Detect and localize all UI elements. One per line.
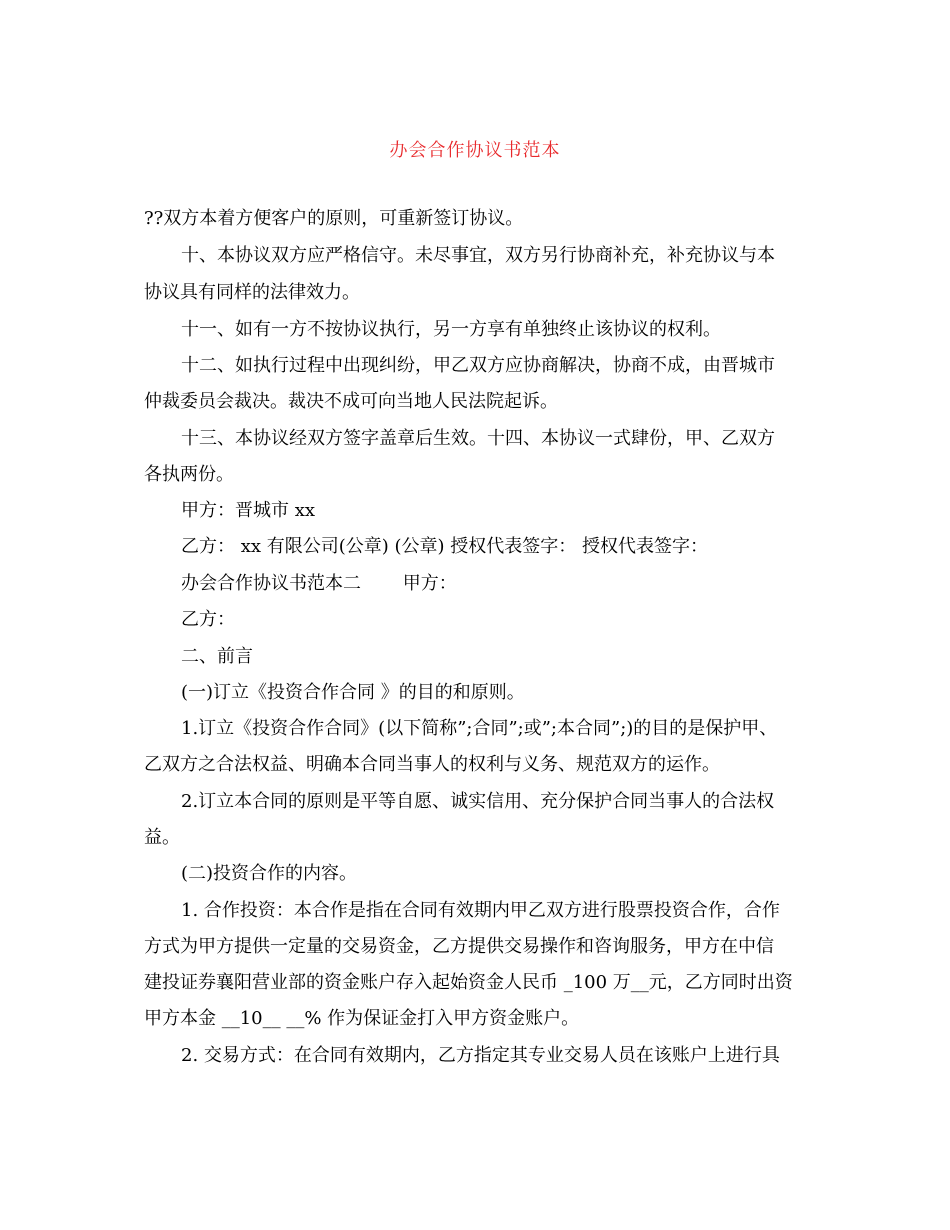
paragraph-line: 乙方： xx 有限公司(公章) (公章) 授权代表签字： 授权代表签字： — [181, 536, 708, 557]
paragraph-line: ??双方本着方便客户的原则，可重新签订协议。 — [144, 208, 524, 229]
paragraph-line: 建投证券襄阳营业部的资金账户存入起始资金人民币 _100 万__元，乙方同时出资 — [144, 972, 793, 993]
paragraph-line: 1. 合作投资：本合作是指在合同有效期内甲乙双方进行股票投资合作，合作 — [181, 900, 780, 921]
paragraph-line: 2. 交易方式：在合同有效期内，乙方指定其专业交易人员在该账户上进行具 — [181, 1045, 780, 1066]
paragraph-line: 仲裁委员会裁决。裁决不成可向当地人民法院起诉。 — [144, 391, 558, 412]
paragraph-line: (二)投资合作的内容。 — [181, 863, 358, 884]
paragraph-line: 十三、本协议经双方签字盖章后生效。十四、本协议一式肆份，甲、乙双方 — [181, 428, 775, 449]
paragraph-line: 2.订立本合同的原则是平等自愿、诚实信用、充分保护合同当事人的合法权 — [181, 791, 775, 812]
paragraph-line: 乙方： — [181, 609, 235, 630]
paragraph-line: 1.订立《投资合作合同》(以下简称”;合同”;或”;本合同”;)的目的是保护甲、 — [181, 718, 778, 739]
paragraph-line: 益。 — [144, 827, 180, 848]
paragraph-line: 甲方本金 __10__ __% 作为保证金打入甲方资金账户。 — [144, 1008, 580, 1029]
document-title: 办会合作协议书范本 — [389, 140, 561, 161]
paragraph-line: 十二、如执行过程中出现纠纷，甲乙双方应协商解决，协商不成，由晋城市 — [181, 355, 775, 376]
paragraph-line: 方式为甲方提供一定量的交易资金，乙方提供交易操作和咨询服务，甲方在中信 — [144, 936, 774, 957]
paragraph-line: 十、本协议双方应严格信守。未尽事宜，双方另行协商补充，补充协议与本 — [181, 245, 775, 266]
paragraph-line: 甲方：晋城市 xx — [181, 500, 316, 521]
paragraph-line: 二、前言 — [181, 646, 253, 667]
paragraph-line: 各执两份。 — [144, 464, 234, 485]
paragraph-line: 办会合作协议书范本二 甲方： — [181, 573, 457, 594]
paragraph-line: 十一、如有一方不按协议执行，另一方享有单独终止该协议的权利。 — [181, 319, 721, 340]
paragraph-line: (一)订立《投资合作合同 》的目的和原则。 — [181, 682, 525, 703]
paragraph-line: 协议具有同样的法律效力。 — [144, 282, 360, 303]
paragraph-line: 乙双方之合法权益、明确本合同当事人的权利与义务、规范双方的运作。 — [144, 754, 720, 775]
